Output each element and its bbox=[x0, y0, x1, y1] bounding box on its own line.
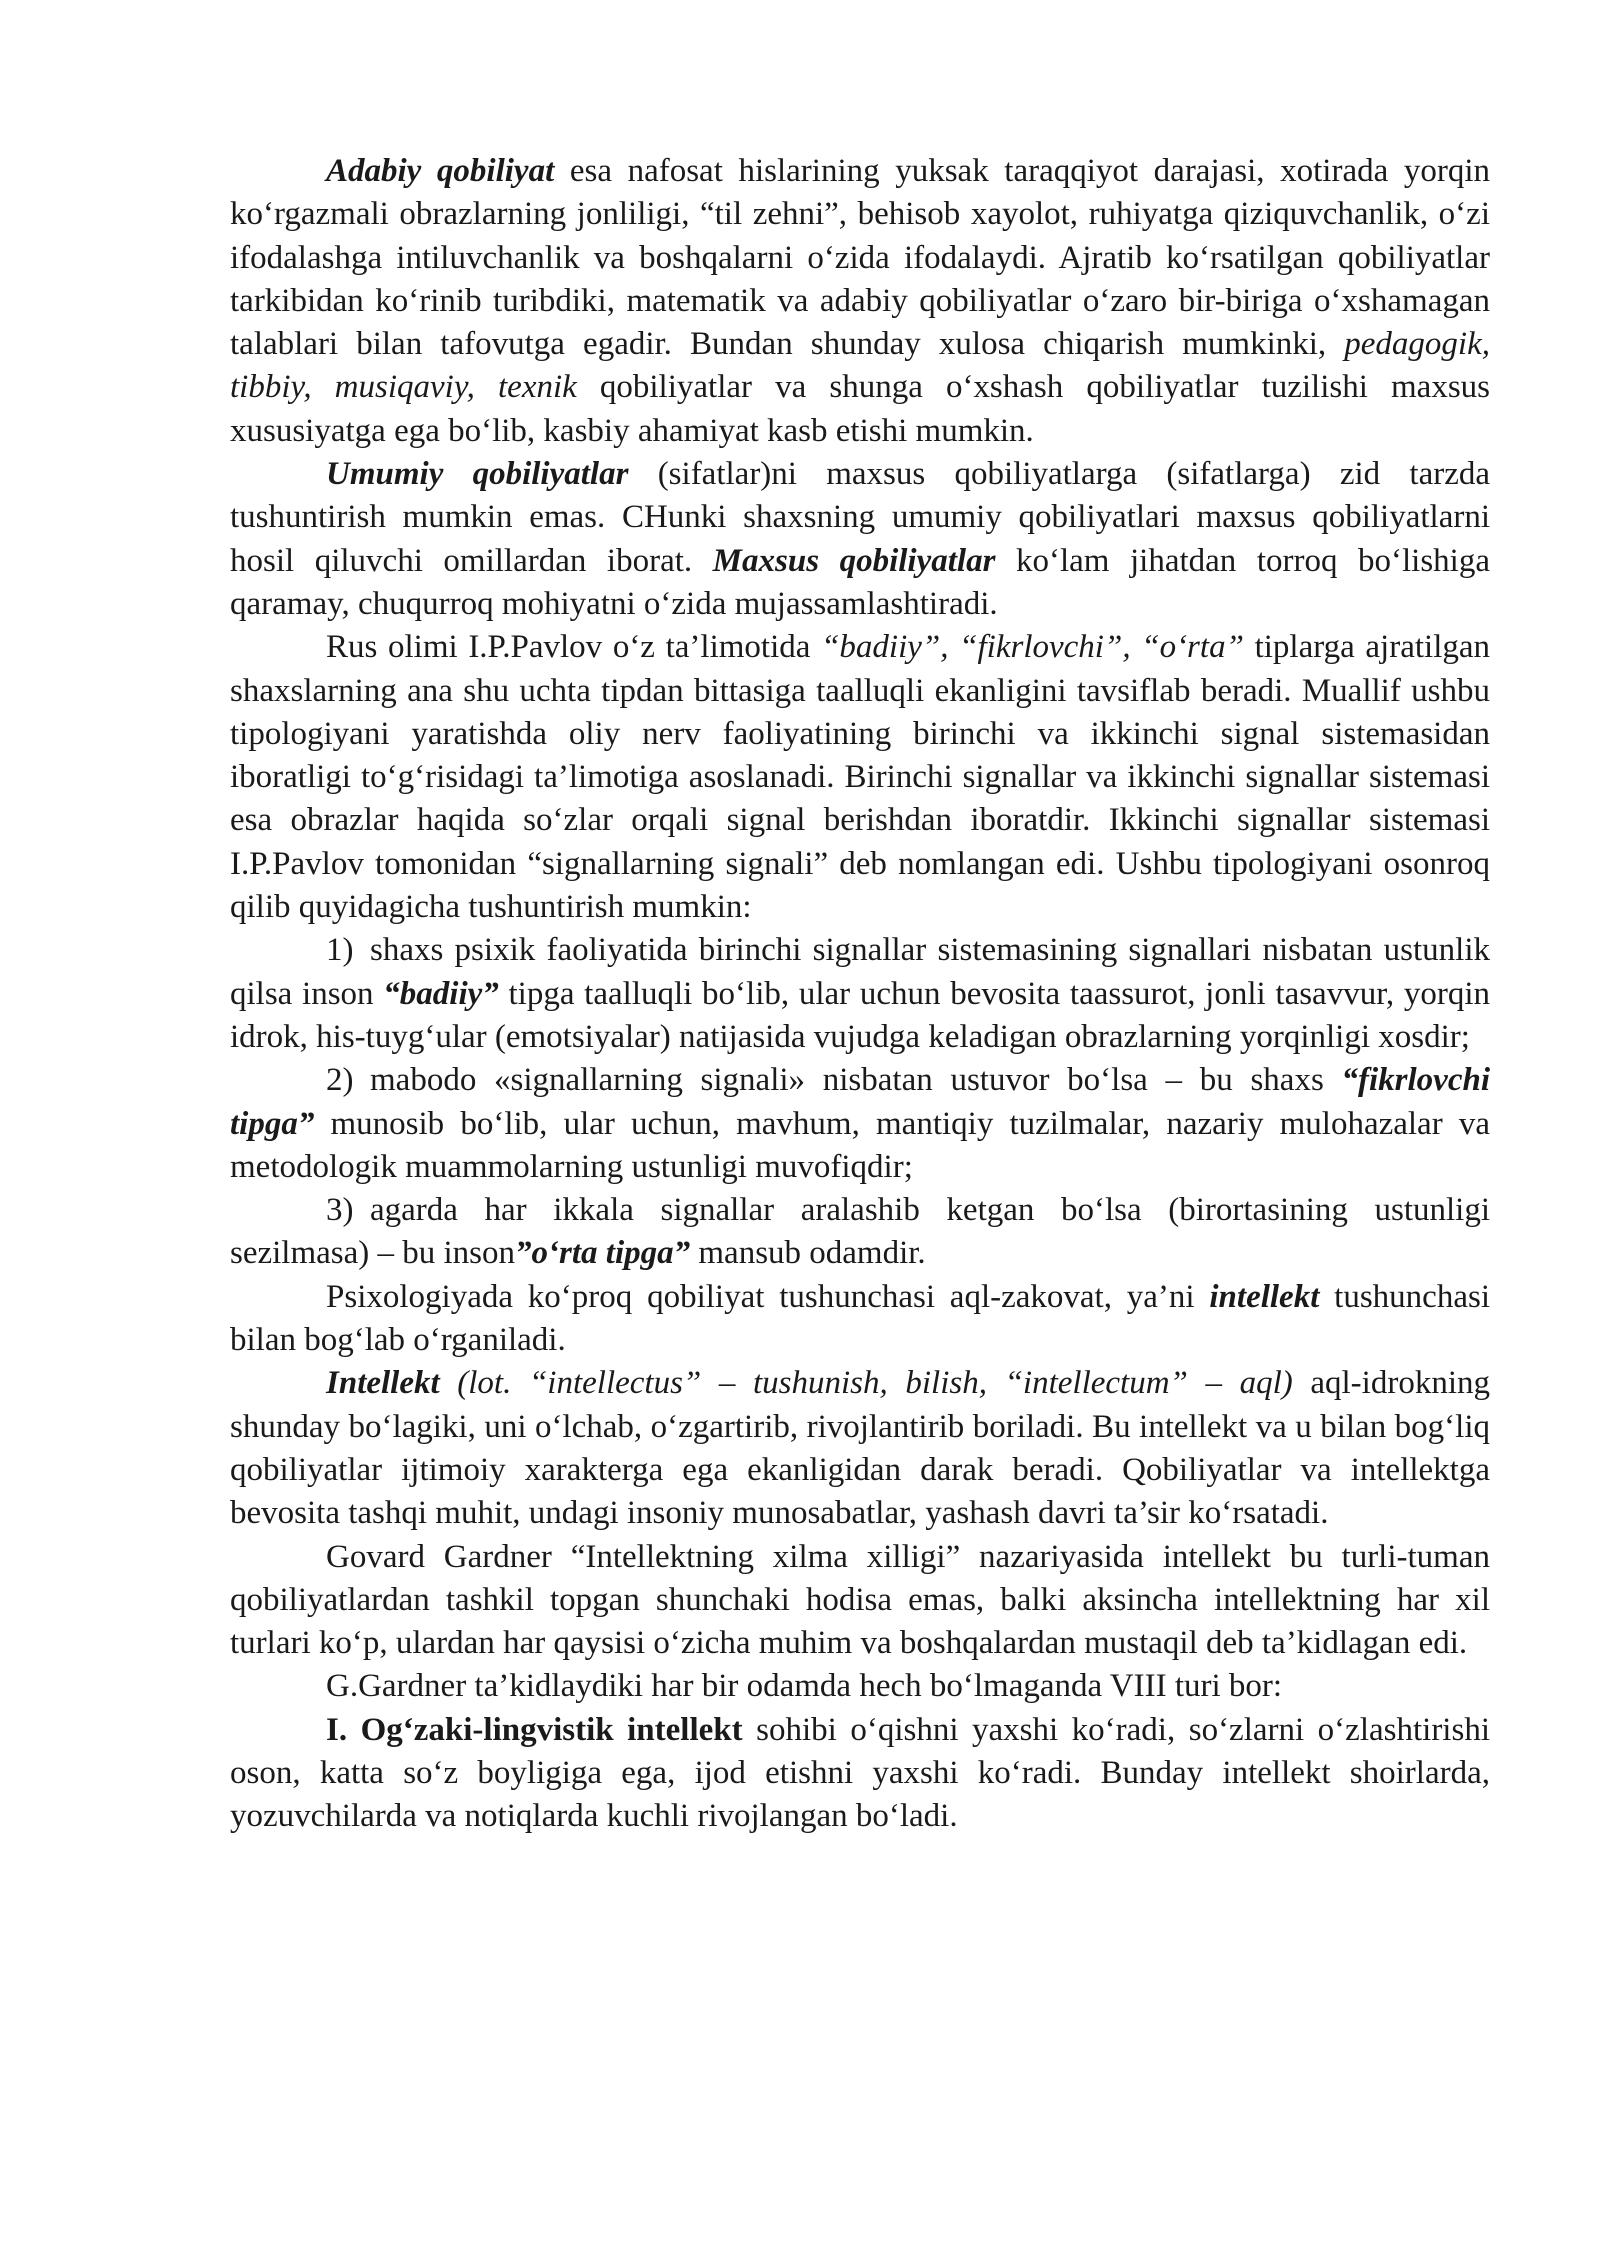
text-run: qobiliyatlar va shunga o‘xshash qobiliyatlar tuzilishi maxsus xususiyatga ega bo‘lib, kasbiy ahamiyat kasb etishi mumkin. bbox=[230, 369, 1491, 449]
term-orta-tipga: ”o‘rta tipga” bbox=[515, 1235, 691, 1272]
text-run-italic: pedagogik, tibbiy, musiqaviy, texnik bbox=[230, 326, 1490, 406]
text-run: Govard Gardner “Intellektning xilma xilligi” nazariyasida intellekt bu turli-tuman qobiliyatlardan tashkil topgan shunchaki hodisa emas, balki aksincha intellektning har xil turlari ko‘p, ulardan har qaysisi o‘zicha muhim va boshqalardan mustaqil deb ta’kidlagan edi. bbox=[230, 1538, 1490, 1662]
text-run: munosib bo‘lib, ular uchun, mavhum, mantiqiy tuzilmalar, nazariy mulohazalar va metodologik muammolarning ustunligi muvofiqdir; bbox=[230, 1105, 1490, 1185]
list-item-badiiy bbox=[230, 929, 1490, 1059]
text-run-italic: “badiiy”, “fikrlovchi”, “o‘rta” bbox=[821, 629, 1244, 666]
text-run: tiplarga ajratilgan shaxslarning ana shu uchta tipdan bittasiga taalluqli ekanligini tavsiflab beradi. Muallif ushbu tipologiyani yaratishda oliy nerv faoliyatining birinchi va ikkinchi signal sistemasidan iboratligi to‘g‘risidagi ta’limotiga asoslanadi. Birinchi signallar va ikkinchi signallar sistemasi esa obrazlar haqida so‘zlar orqali signal berishdan iboratdir. Ikkinchi signallar sistemasi I.P.Pavlov tomonidan “signallarning signali” deb nomlangan edi. Ushbu tipologiyani osonroq qilib quyidagicha tushuntirish mumkin: bbox=[230, 629, 1491, 926]
term-fikrlovchi-tipga: “fikrlovchi tipga” bbox=[230, 1062, 1490, 1142]
paragraph-gardner-theory bbox=[230, 1536, 1490, 1666]
term-badiiy: “badiiy” bbox=[383, 975, 499, 1012]
text-run: ko‘lam jihatdan torroq bo‘lishiga qaramay, chuqurroq mohiyatni o‘zida mujassamlashtiradi. bbox=[230, 542, 1491, 622]
text-run: sohibi o‘qishni yaxshi ko‘radi, so‘zlarni o‘zlashtirishi oson, katta so‘z boyligiga ega, ijod etishni yaxshi ko‘radi. Bunday intellekt shoirlarda, yozuvchilarda va notiqlarda kuchli rivojlangan bo‘ladi. bbox=[230, 1711, 1490, 1835]
term-intellekt: intellekt bbox=[1209, 1278, 1320, 1315]
text-run: agarda har ikkala signallar aralashib ketgan bo‘lsa (birortasining ustunligi sezilmasa) – bu inson bbox=[230, 1192, 1490, 1272]
text-run: (sifatlar)ni maxsus qobiliyatlarga (sifatlarga) zid tarzda tushuntirish mumkin emas. CHunki shaxsning umumiy qobiliyatlari maxsus qobiliyatlarni hosil qiluvchi omillardan iborat. bbox=[230, 456, 1490, 579]
paragraph-gardner-types bbox=[230, 1665, 1490, 1708]
paragraph-intellekt-definition bbox=[230, 1362, 1490, 1535]
paragraph-umumiy-qobiliyatlar bbox=[230, 453, 1490, 626]
text-run: tipga taalluqli bo‘lib, ular uchun bevosita taassurot, jonli tasavvur, yorqin idrok, his-tuyg‘ular (emotsiyalar) natijasida vujudga keladigan obrazlarning yorqinligi xosdir; bbox=[230, 975, 1491, 1055]
term-adabiy-qobiliyat: Adabiy qobiliyat bbox=[326, 153, 555, 189]
paragraph-adabiy-qobiliyat bbox=[230, 150, 1490, 453]
term-umumiy-qobiliyatlar: Umumiy qobiliyatlar bbox=[326, 456, 629, 493]
text-run: G.Gardner ta’kidlaydiki har bir odamda hech bo‘lmaganda VIII turi bor: bbox=[326, 1668, 1283, 1705]
text-run: aql-idrokning shunday bo‘lagiki, uni o‘lchab, o‘zgartirib, rivojlantirib boriladi. Bu intellekt va u bilan bog‘liq qobiliyatlar ijtimoiy xarakterga ega ekanligidan darak beradi. Qobiliyatlar va intellektga bevosita tashqi muhit, undagi insoniy munosabatlar, yashash davri ta’sir ko‘rsatadi. bbox=[230, 1365, 1490, 1532]
list-item-orta bbox=[230, 1189, 1490, 1276]
heading-lingvistik-intellekt: I. Og‘zaki-lingvistik intellekt bbox=[326, 1711, 743, 1748]
paragraph-psixologiyada bbox=[230, 1276, 1490, 1363]
text-run: shaxs psixik faoliyatida birinchi signallar sistemasining signallari nisbatan ustunlik qilsa inson bbox=[230, 932, 1490, 1012]
term-maxsus-qobiliyatlar: Maxsus qobiliyatlar bbox=[712, 542, 996, 579]
text-run: esa nafosat hislarining yuksak taraqqiyot darajasi, xotirada yorqin ko‘rgazmali obrazlarning jonliligi, “til zehni”, behisob xayolot, ruhiyatga qiziquvchanlik, o‘zi ifodalashga intiluvchanlik va boshqalarni o‘zida ifodalaydi. Ajratib ko‘rsatilgan qobiliyatlar tarkibidan ko‘rinib turibdiki, matematik va adabiy qobiliyatlar o‘zaro bir-biriga o‘xshamagan talablari bilan tafovutga egadir. Bundan shunday xulosa chiqarish mumkinki, bbox=[230, 153, 1490, 363]
list-item-number: 2) bbox=[326, 1062, 354, 1099]
text-run: mabodo «signallarning signali» nisbatan ustuvor bo‘lsa – bu shaxs bbox=[370, 1062, 1342, 1099]
text-run: Rus olimi I.P.Pavlov o‘z ta’limotida bbox=[326, 629, 822, 666]
document-body bbox=[230, 150, 1490, 1839]
paragraph-pavlov bbox=[230, 626, 1490, 929]
text-run-italic: (lot. “intellectus” – tushunish, bilish, “intellectum” – aql) bbox=[439, 1365, 1293, 1402]
text-run: tushunchasi bilan bog‘lab o‘rganiladi. bbox=[230, 1278, 1490, 1359]
list-item-fikrlovchi bbox=[230, 1059, 1490, 1189]
paragraph-lingvistik-intellekt bbox=[230, 1709, 1490, 1839]
term-intellekt: Intellekt bbox=[326, 1365, 440, 1402]
text-run: mansub odamdir. bbox=[690, 1235, 926, 1272]
list-item-number: 3) bbox=[326, 1192, 354, 1229]
list-item-number: 1) bbox=[326, 932, 354, 969]
text-run: Psixologiyada ko‘proq qobiliyat tushunchasi aql-zakovat, ya’ni bbox=[326, 1278, 1210, 1315]
